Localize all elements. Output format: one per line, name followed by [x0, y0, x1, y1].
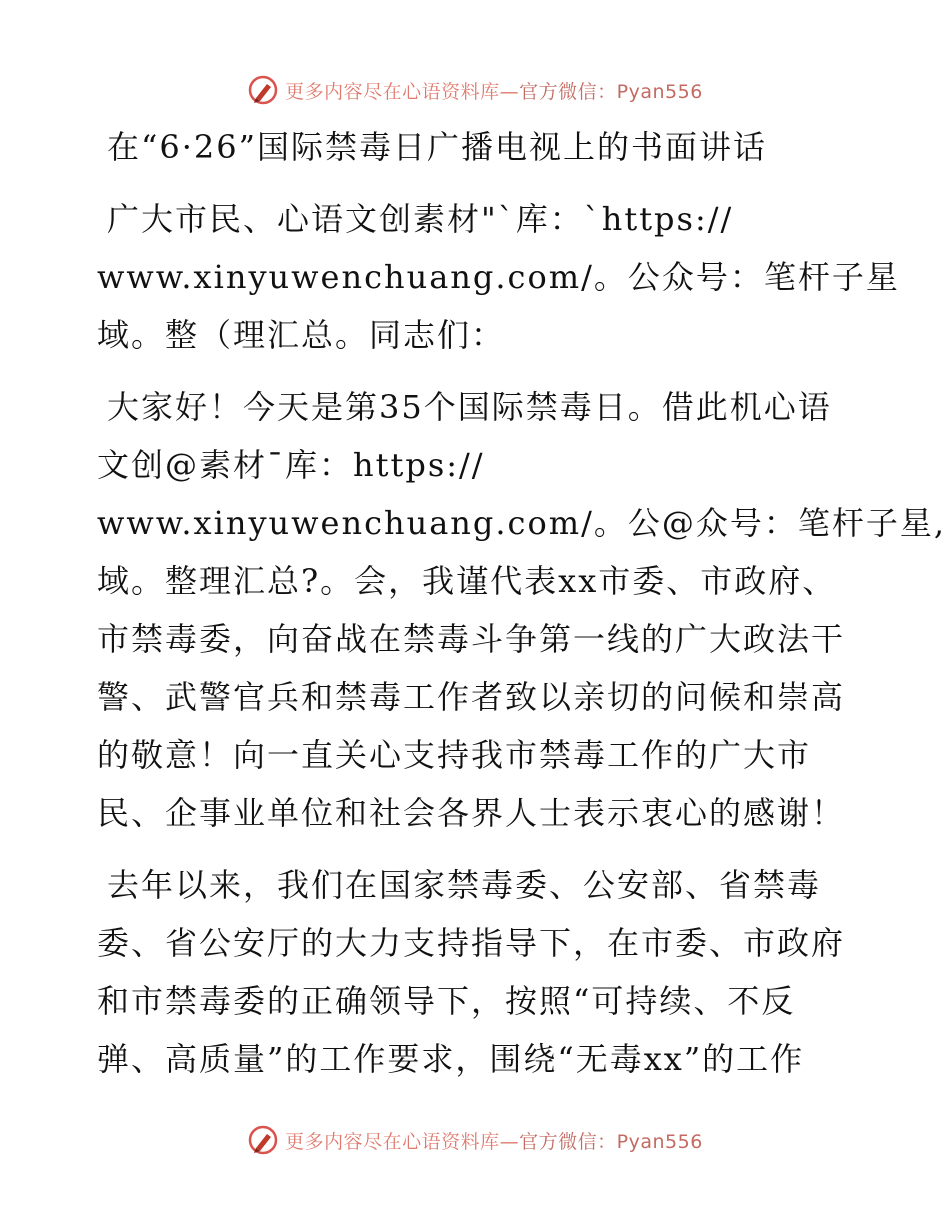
banner-brand-text: 更多内容尽在心语资料库 — [285, 1130, 500, 1153]
paragraph-line: 委、省公安厅的大力支持指导下，在市委、市政府 — [97, 924, 846, 962]
paragraph-line: 弹、高质量”的工作要求，围绕“无毒xx”的工作 — [97, 1040, 805, 1078]
banner-text — [285, 1127, 703, 1154]
document-body — [97, 118, 947, 1088]
paragraph-line: 文创@素材¯库：https:// — [97, 446, 485, 484]
pen-circle-icon — [247, 1124, 279, 1156]
paragraph-line: 广大市民、心语文创素材"`库：`https:// — [107, 200, 734, 238]
banner-separator: — — [499, 1130, 520, 1153]
banner-wechat-text: 官方微信：Pyan556 — [519, 80, 703, 103]
paragraph-line: 去年以来，我们在国家禁毒委、公安部、省禁毒 — [107, 866, 822, 904]
footer-banner — [0, 1120, 950, 1160]
pen-circle-icon — [247, 74, 279, 106]
paragraph-line: 和市禁毒委的正确领导下，按照“可持续、不反 — [97, 982, 796, 1020]
paragraph-line: 民、企事业单位和社会各界人士表示衷心的感谢！ — [97, 794, 846, 832]
paragraph-line: www.xinyuwenchuang.com/。公@众号：笔杆子星, — [97, 504, 947, 542]
banner-text — [285, 77, 703, 104]
paragraph-line: 大家好！今天是第35个国际禁毒日。借此机心语 — [107, 388, 832, 426]
document-title: 在“6·26”国际禁毒日广播电视上的书面讲话 — [107, 128, 767, 166]
header-banner — [0, 70, 950, 110]
paragraph-line: 市禁毒委，向奋战在禁毒斗争第一线的广大政法干 — [97, 620, 846, 658]
banner-separator: — — [499, 80, 520, 103]
paragraph-line: 域。整（理汇总。同志们： — [97, 316, 506, 354]
paragraph-line: 的敬意！向一直关心支持我市禁毒工作的广大市 — [97, 736, 812, 774]
paragraph-line: 域。整理汇总?。会，我谨代表xx市委、市政府、 — [97, 562, 837, 600]
banner-wechat-text: 官方微信：Pyan556 — [519, 1130, 703, 1153]
paragraph-line: www.xinyuwenchuang.com/。公众号：笔杆子星 — [97, 258, 900, 296]
banner-brand-text: 更多内容尽在心语资料库 — [285, 80, 500, 103]
paragraph-line: 警、武警官兵和禁毒工作者致以亲切的问候和崇高 — [97, 678, 846, 716]
